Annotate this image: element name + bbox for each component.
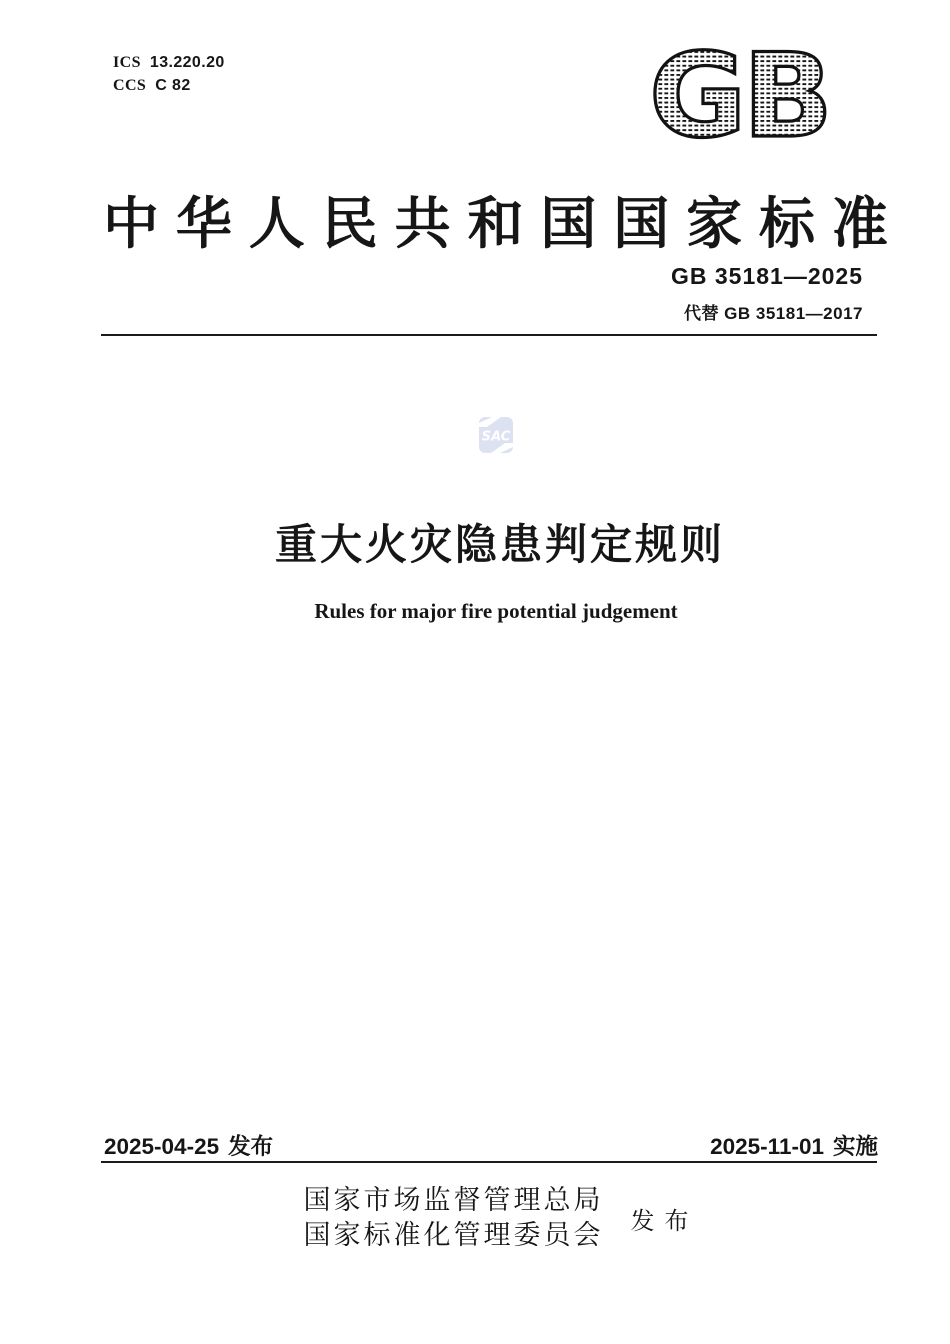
ics-code bbox=[113, 51, 225, 74]
gb-logo-icon bbox=[646, 45, 832, 143]
issue-date-label: 发布 bbox=[228, 1134, 274, 1159]
implementation-date-label: 实施 bbox=[832, 1134, 878, 1159]
publish-label: 发 布 bbox=[630, 1208, 691, 1235]
sac-watermark-icon bbox=[479, 417, 513, 453]
date-row bbox=[104, 1129, 878, 1161]
standard-number: GB 35181—2025 bbox=[670, 263, 863, 289]
implementation-date bbox=[710, 1129, 878, 1161]
top-rule bbox=[101, 334, 877, 336]
ics-value: 13.220.20 bbox=[149, 54, 225, 71]
issuer-line-1: 国家市场监督管理总局 bbox=[303, 1185, 604, 1215]
classification-codes bbox=[113, 51, 225, 97]
document-title-en: Rules for major fire potential judgement bbox=[314, 599, 678, 623]
ccs-code bbox=[113, 74, 225, 97]
national-standard-heading: 中 华 人 民 共 和 国 国 家 标 准 bbox=[103, 194, 888, 256]
sac-watermark-text: SAC bbox=[481, 429, 511, 445]
bottom-rule bbox=[101, 1161, 877, 1163]
issuer-names bbox=[304, 1183, 604, 1253]
publisher-block bbox=[22, 1183, 950, 1253]
issue-date bbox=[104, 1129, 273, 1161]
ccs-label: CCS bbox=[113, 77, 147, 94]
replaces-note: 代替 GB 35181—2017 bbox=[683, 304, 863, 323]
ics-label: ICS bbox=[113, 54, 141, 71]
gb-logo-letters: GB bbox=[649, 45, 829, 143]
issuer-line-2: 国家标准化管理委员会 bbox=[303, 1220, 604, 1250]
implementation-date-value: 2025-11-01 bbox=[710, 1134, 824, 1159]
document-title-zh: 重大火灾隐患判定规则 bbox=[274, 521, 725, 568]
issue-date-value: 2025-04-25 bbox=[104, 1134, 220, 1159]
ccs-value: C 82 bbox=[155, 77, 191, 94]
